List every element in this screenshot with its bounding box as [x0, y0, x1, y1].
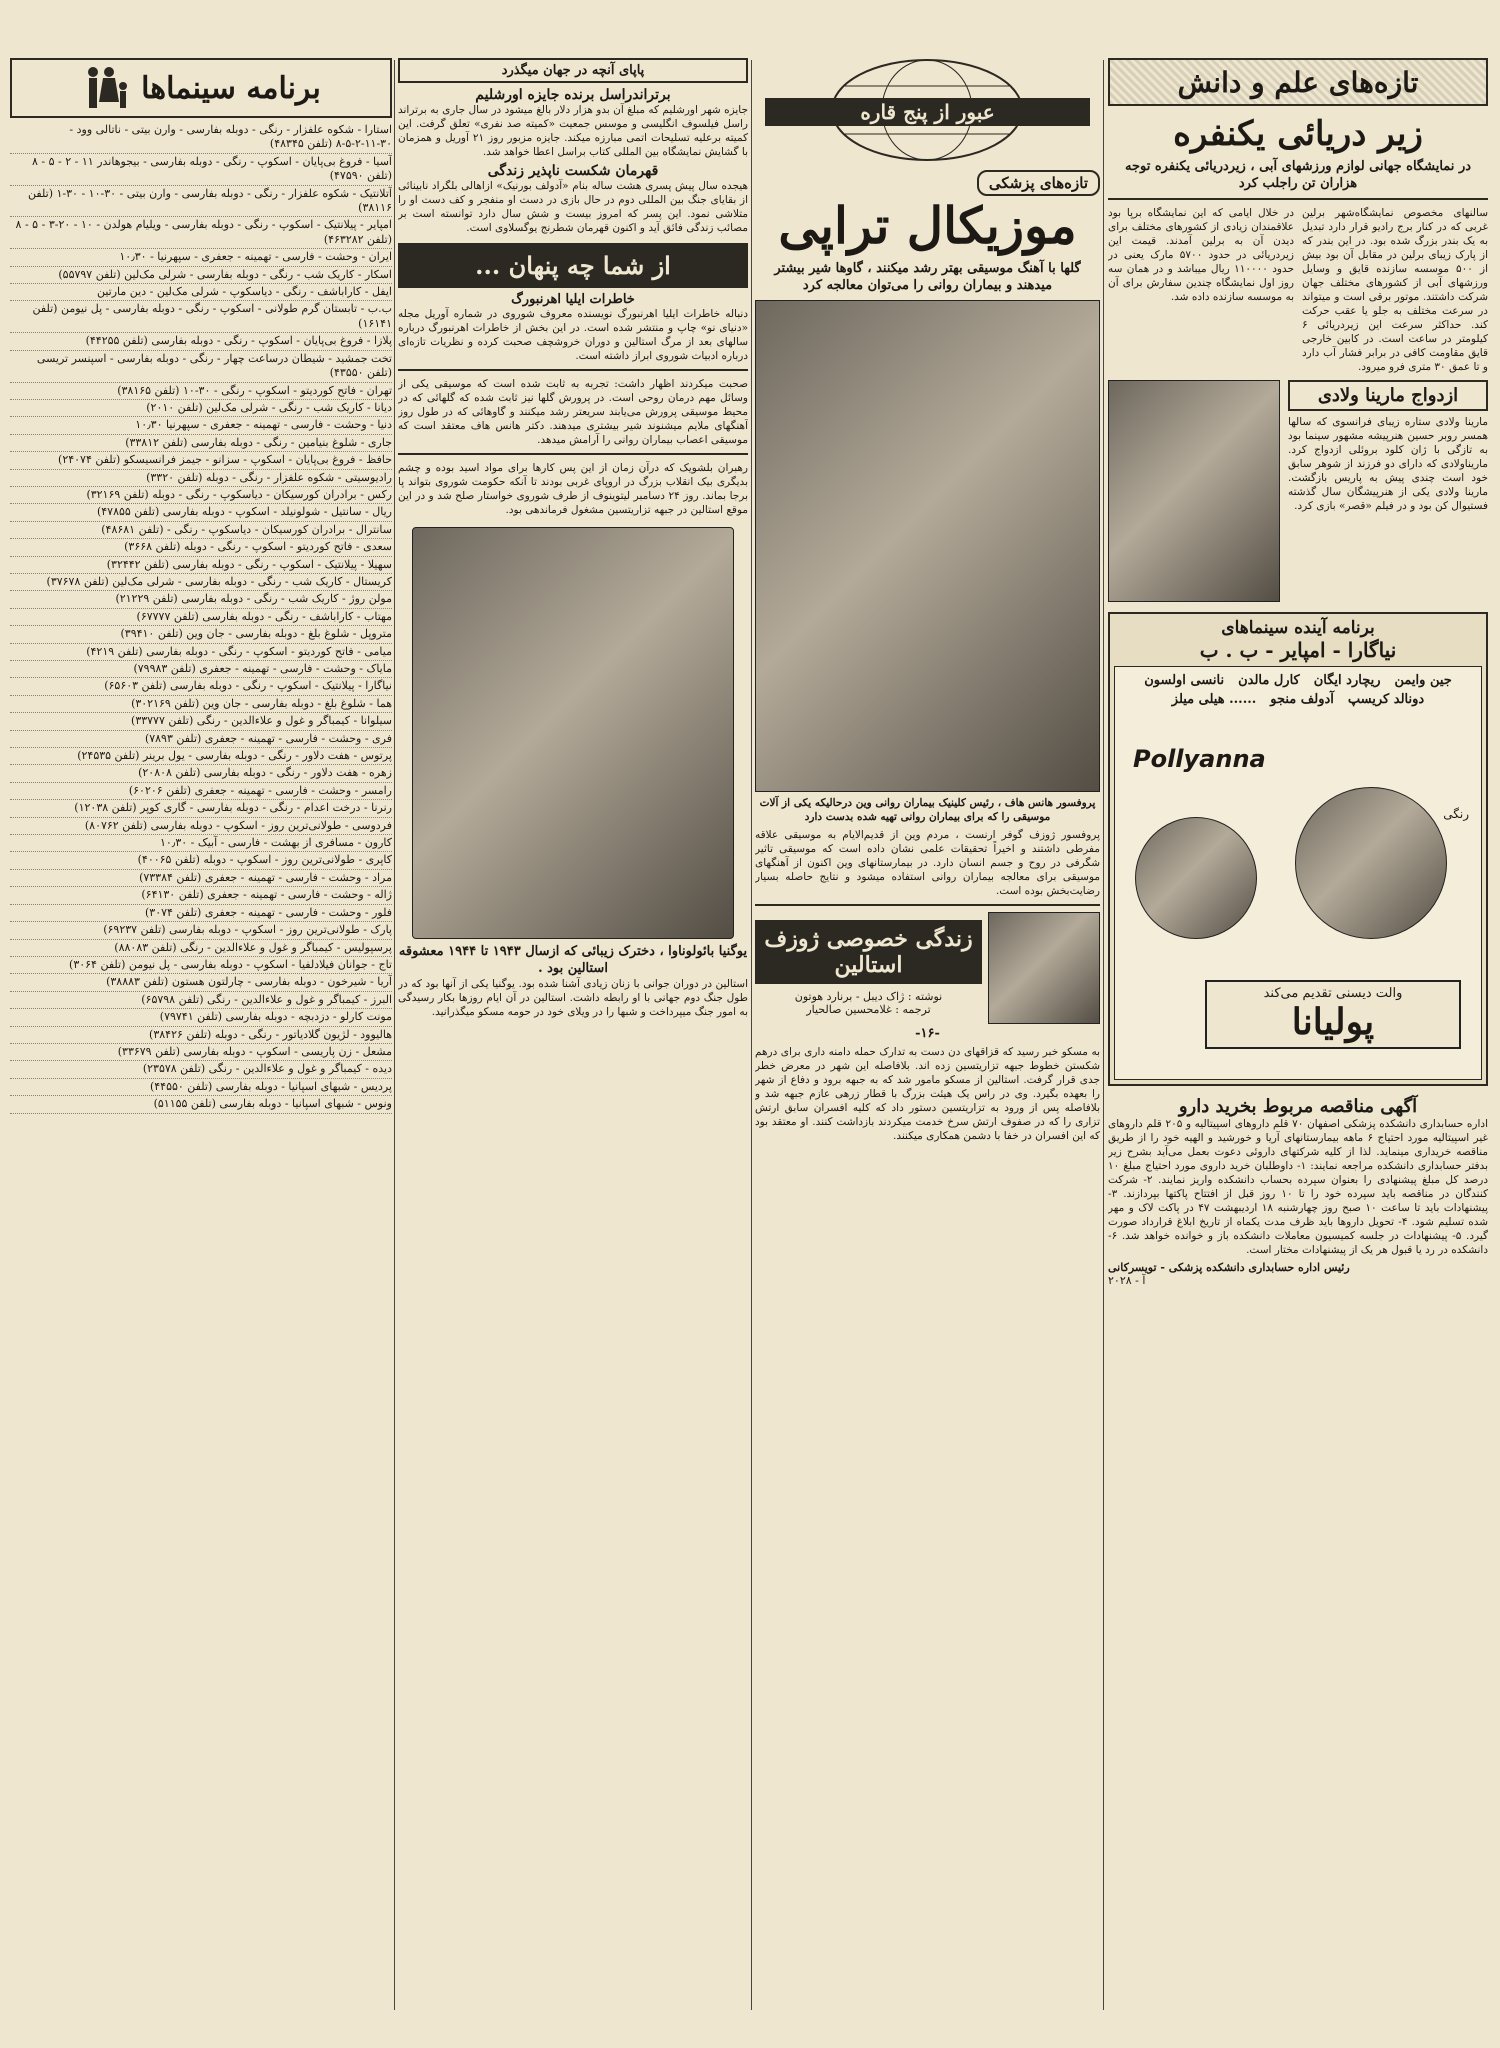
cinema-listing-item: ونوس - شبهای اسپانیا - دوبله بفارسی (تلفن ۵۱۱۵۵) [10, 1096, 392, 1113]
section-title: تازه‌های علم و دانش [1177, 65, 1419, 99]
column-rule [751, 60, 752, 2010]
divider [1108, 198, 1488, 200]
cinema-listing-item: دیانا - کاریک شب - رنگی - شرلی مک‌لین (تلفن ۲۰۱۰) [10, 400, 392, 417]
world-news-title: پاپای آنچه در جهان میگذرد [398, 58, 748, 83]
cinema-listing-item: هما - شلوغ بلغ - دوبله بفارسی - جان وین (تلفن ۳۰۲۱۶۹) [10, 696, 392, 713]
subhead: گلها با آهنگ موسیقی بهتر رشد میکنند ، گاوها شیر بیشتر میدهند و بیماران روانی را می‌توان معالجه کرد [774, 261, 1081, 293]
cinema-listing-item: استارا - شکوه علفزار - رنگی - دوبله بفارسی - وارن بیتی - ناتالی وود - ۳۰-۱۱-۲-۵-۸ (تلفن ۴۸۳۴۵) [10, 122, 392, 154]
headline: زیر دریائی یکنفره [1173, 114, 1423, 154]
cinema-listing-item: آتلانتیک - شکوه علفزار - رنگی - دوبله بفارسی - وارن بیتی - ۳۰-۱۰ - ۳۰-۱ (تلفن ۳۸۱۱۶) [10, 186, 392, 218]
cast-name: آدولف منجو [1270, 692, 1334, 707]
stalin-translator: ترجمه : غلامحسین صالحیار [806, 1003, 931, 1016]
marriage-body: مارینا ولادی ستاره زیبای فرانسوی که سالها همسر روبر حسین هنرپیشه مشهور سینما بود به تازگی با ژان کلود بروئلی ازدواج کرد. ماریناولادی که دارای دو فرزند از شوهر سابق خود است چندی پیش به پاریس بازگشت. مارینا ولادی یکی از هنرپیشگان سال گذشته فستیوال کن بود و در فیلم «قصر» بازی کرد. [1288, 416, 1488, 512]
cinema-listing-item: سیلوانا - کیمباگر و غول و علاءالدین - رنگی (تلفن ۳۳۷۷۷) [10, 713, 392, 730]
stalin-continued-body: رهبران بلشویک که درآن زمان از این پس کارها برای مواد اسید بوده و چشم بدیگری بیک انقلاب بزرگ در اروپای غربی بودند تا آنکه حکومت شوروی بتواند پا برجا بماند. روز ۲۴ دسامبر لیتوینوف از طرف شوروی خواستار صلح شد و در این موقع استالین در جبهه تزاریتسین مشغول فرماندهی بود. [398, 462, 748, 516]
cinema-listing-item: آسیا - فروغ بی‌پایان - اسکوپ - رنگی - دوبله بفارسی - بیجوهاندر ۱۱ - ۲ - ۵ - ۸ (تلفن ۴۷۵۹۰) [10, 154, 392, 186]
hans-hoff-photo [755, 300, 1100, 792]
cinema-listing-item: حافظ - فروغ بی‌پایان - اسکوپ - سزانو - جیمز فرانسیسکو (تلفن ۲۴۰۷۴) [10, 452, 392, 469]
cinema-listing-item: امپایر - پیلانتیک - اسکوپ - رنگی - دوبله بفارسی - ویلیام هولدن - ۱۰ - ۲۰-۳ - ۵ - ۸ (تلفن ۴۶۳۲۸۲) [10, 217, 392, 249]
cast-name: کارل مالدن [1238, 673, 1300, 688]
cast-name: دونالد کریسپ [1347, 692, 1425, 707]
cast-name: ...... هیلی میلز [1171, 692, 1257, 707]
poster-presents: والت دیسنی تقدیم می‌کند [1263, 986, 1403, 1001]
cinema-listing-item: مشعل - زن پاریسی - اسکوپ - دوبله بفارسی (تلفن ۳۳۶۷۹) [10, 1044, 392, 1061]
tender-ad-code: آ - ۲۰۲۸ [1108, 1274, 1146, 1287]
headline: موزیکال تراپی [778, 196, 1077, 255]
ehrenburg-body: دنباله خاطرات ایلیا اهرنبورگ نویسنده معروف شوروی در شماره آوریل مجله «دنیای نو» چاپ و منتشر شده است. در این بخش از خاطرات اهرنبورگ درباره سالهای بعد از مرگ استالین و دوران خروشچف صحبت کرده و نظریات تازه‌ای درباره ادبیات شوروی ابراز داشته است. [398, 308, 748, 362]
cinema-listing-item: پرتوس - هفت دلاور - رنگی - دوبله بفارسی - یول برینر (تلفن ۲۴۵۳۵) [10, 748, 392, 765]
cinema-listings-header [10, 58, 392, 118]
cinema-listing-item: نیاگارا - پیلانتیک - اسکوپ - رنگی - دوبله بفارسی (تلفن ۶۵۶۰۳) [10, 678, 392, 695]
cast-name: ریچارد ایگان [1313, 673, 1381, 688]
banner-title: عبور از پنج قاره [765, 98, 1090, 126]
cinema-listing-item: تاج - جوانان فیلادلفیا - اسکوپ - دوبله بفارسی - پل نیومن (تلفن ۳۰۶۴) [10, 957, 392, 974]
tender-ad-signature: رئیس اداره حسابداری دانشکده پزشکی - تویسرکانی [1108, 1261, 1350, 1274]
cinema-listing-item: پردیس - شبهای اسپانیا - دوبله بفارسی (تلفن ۴۴۵۵۰) [10, 1079, 392, 1096]
article-body: سالنهای مخصوص نمایشگاه‌شهر برلین غربی که در کنار برج رادیو قرار دارد تبدیل به یک بندر بزرگ شده بود. در این بندر که از پارک زیبای برلین در مقابل آن بود بیش از ۵۰۰ موسسه سازنده قایق و وسایل ورزشهای آبی از کشورهای مختلف جهان شرکت داشتند. موتور برقی است و میتواند در سرعت مختلف به جلو یا عقب حرکت کند. حداکثر سرعت این زیردریائی ۶ کیلومتر در ساعت است. در کابین خارجی قایق مقاومت کافی در برابر فشار آب دارد و تا عمق ۳۰ متری فرو میرود. [1302, 207, 1488, 373]
poster-face-illustration [1295, 787, 1447, 939]
cinema-list [10, 122, 392, 1114]
stalin-byline: نوشته : ژاک دیبل - برنارد هوتون [794, 990, 943, 1003]
stalin-continued-body: استالین در دوران جوانی با زنان زیادی آشنا شده بود. یوگنیا یکی از آنها بود که در طول جنگ دوم جهانی با او رابطه داشت. استالین در آن ایام روزها بکار رسیدگی به امور جنگ میپرداخت و شبها را در ویلای خود در حومه مسکو میگذرانید. [398, 978, 748, 1018]
ehrenburg-title: خاطرات ایلیا اهرنبورگ [511, 292, 635, 307]
marriage-title: ازدواج مارینا ولادی [1288, 380, 1488, 411]
chess-title: قهرمان شکست ناپذیر زندگی [487, 163, 659, 179]
cinema-listings-title: برنامه سینماها [141, 70, 321, 106]
cinema-listing-item: مونت کارلو - دزدبچه - دوبله بفارسی (تلفن ۷۹۷۴۱) [10, 1009, 392, 1026]
chess-body: هیجده سال پیش پسری هشت ساله بنام «آدولف بورنیک» ازاهالی بلگراد نابینائی از بقایای جنگ بین المللی دوم در حال بازی در دست او منفجر و کف دست او را متلاشی نمود. این پسر که امروز بیست و شش سال دارد توانسته است بر مصائب زندگی فائق آید و اکنون قهرمان شطرنج یوگسلاوی است. [398, 180, 748, 234]
science-banner [1108, 58, 1488, 106]
cinema-listing-item: زهره - هفت دلاور - رنگی - دوبله بفارسی (تلفن ۲۰۸۰۸) [10, 765, 392, 782]
cinema-listing-item: کارون - مسافری از بهشت - فارسی - آبیک - ۱۰٫۳۰ [10, 835, 392, 852]
science-column [1108, 58, 1488, 2018]
russell-title: برتراندراسل برنده جایزه اورشلیم [475, 87, 671, 103]
cinema-listing-item: جاری - شلوغ بنیامین - رنگی - دوبله بفارسی (تلفن ۳۳۸۱۲) [10, 435, 392, 452]
cinema-listings-column [10, 58, 392, 2018]
divider [755, 904, 1100, 906]
cinema-listing-item: رامسر - وحشت - فارسی - تهمینه - جعفری (تلفن ۶۰۲۰۶) [10, 783, 392, 800]
tender-ad-body: اداره حسابداری دانشکده پزشکی اصفهان ۷۰ قلم داروهای اسپیتالیه و ۲۰۵ قلم داروهای غیر اسپیتالیه مورد احتیاج ۶ ماهه بیمارستانهای آریا و خورشید و الهیه خود را از طریق مناقصه خریداری مینماید. لذا از کلیه شرکتهای داروئی دعوت بعمل می‌آید بشرح زیر بدفتر حسابداری دانشکده مراجعه نمایند: ۱- داوطلبان خرید داروی مورد احتیاج مبلغ ۱۰ درصد کل مبلغ پیشنهادی را بعنوان سپرده بحساب دانشکده واریز نمایند. ۲- شرکت کنندگان در مناقصه باید سپرده خود را تا ۱۰ روز قبل از افتتاح پاکتها بپردازند. ۳- پیشنهادات باید تا ساعت ۱۰ صبح روز چهارشنبه ۱۸ اردیبهشت ۴۷ در پاکت لاک و مهر شده تسلیم شود. ۴- تحویل داروها باید ظرف مدت یکماه از تاریخ ابلاغ قرارداد صورت گیرد. ۵- پیشنهادات در جلسه کمیسیون معاملات دانشکده باز و خوانده خواهد شد. ۶- دانشکده در رد یا قبول هر یک از پیشنهادات مختار است. [1108, 1118, 1488, 1256]
cinema-listing-item: فلور - وحشت - فارسی - تهمینه - جعفری (تلفن ۳۰۷۴) [10, 905, 392, 922]
stalin-article-body: به مسکو خبر رسید که قزاقهای دن دست به تدارک حمله دامنه داری برای درهم شکستن خطوط جبهه تزاریتسین زده اند. بلافاصله این شهر در معرض خطر جدی قرار گرفت. استالین از مسکو مامور شد که به جبهه برود و دفاع از شهر را بعهده بگیرد. وی در راس یک هیئت بزرگ با قطار زرهی عازم جبهه شد و بلافاصله پس از ورود به تزاریتسین دستور داد که کلیه افسران سابق ارتش تزاری را که در صفوف ارتش سرخ خدمت میکردند بازداشت کنند. او معتقد بود که این افسران در خفا با دشمن همکاری میکنند. [755, 1046, 1100, 1142]
cinema-listing-item: ایران - وحشت - فارسی - تهمینه - جعفری - سپهرنیا - ۱۰٫۳۰ [10, 249, 392, 266]
pollyanna-poster [1114, 666, 1482, 1080]
poster-title-fa: پولیانا [1291, 1001, 1375, 1043]
cast-list [1121, 673, 1475, 707]
cast-name: جین وایمن [1394, 673, 1452, 688]
column-rule [1103, 60, 1104, 2010]
poster-title-box [1205, 980, 1461, 1049]
cinema-listing-item: مهتاب - کاراباشف - رنگی - دوبله بفارسی (تلفن ۶۷۷۷۷) [10, 609, 392, 626]
photo-caption: یوگنیا بائولوناوا ، دخترک زیبائی که ازسال ۱۹۴۳ تا ۱۹۴۴ معشوقه استالین بود . [398, 944, 748, 976]
stalin-series-header [755, 912, 1100, 1022]
column-rule [394, 60, 395, 2010]
cinema-listing-item: هالیوود - لژیون گلادیاتور - رنگی - دوبله (تلفن ۳۸۴۲۶) [10, 1027, 392, 1044]
cinema-listing-item: میامی - فاتح کوردیتو - اسکوپ - رنگی - دوبله بفارسی (تلفن ۴۲۱۹) [10, 644, 392, 661]
stalin-series-title: زندگی خصوصی ژوزف استالین [755, 920, 982, 984]
cinema-listing-item: سعدی - فاتح کوردیتو - اسکوپ - رنگی - دوبله (تلفن ۳۶۶۸) [10, 539, 392, 556]
cinema-listing-item: متروپل - شلوغ بلغ - دوبله بفارسی - جان وین (تلفن ۳۹۴۱۰) [10, 626, 392, 643]
cinema-listing-item: ب.ب - تابستان گرم طولانی - اسکوپ - رنگی - دوبله بفارسی - پل نیومن (تلفن ۱۶۱۴۱) [10, 301, 392, 333]
article-body: در خلال ایامی که این نمایشگاه برپا بود علاقمندان زیادی از کشورهای مختلف برای دیدن آن به برلین آمدند. قیمت این زیردریائی در حدود ۵۷۰۰ مارک یعنی در حدود ۱۱۰۰۰۰ ریال میباشد و در همان سه روز اول نمایشگاه چندین سفارش برای آن به موسسه سازنده داده شد. [1108, 207, 1294, 303]
cinema-listing-item: مولن روژ - کاریک شب - رنگی - دوبله بفارسی (تلفن ۲۱۲۲۹) [10, 591, 392, 608]
cinema-listing-item: رادیوسیتی - شکوه علفزار - رنگی - دوبله (تلفن ۳۳۲۰) [10, 470, 392, 487]
article-body: پروفسور ژوزف گوفر ارنست ، مردم وین از قدیم‌الایام به موسیقی علاقه مفرطی داشتند و اخیراً تحقیقات علمی نشان داده است که موسیقی تاثیر شگرفی در روح و جسم انسان دارد. در بیمارستانهای وین اکنون از آهنگهای موسیقی برای معالجه بیماران روانی استفاده میشود و نتایج حاصله بسیار رضایت‌بخش بوده است. [755, 829, 1100, 897]
five-continents-banner [755, 58, 1100, 168]
family-icon [81, 64, 131, 112]
cinema-listing-item: دیده - کیمباگر و غول و علاءالدین - رنگی (تلفن ۲۳۵۷۸) [10, 1061, 392, 1078]
secret-banner: از شما چه پنهان ... [398, 243, 748, 288]
cinema-listing-item: پلازا - فروغ بی‌پایان - اسکوپ - رنگی - دوبله بفارسی (تلفن ۴۴۲۵۵) [10, 333, 392, 350]
medical-tag: تازه‌های پزشکی [977, 170, 1100, 196]
cinema-listing-item: تخت جمشید - شیطان درساعت چهار - رنگی - دوبله بفارسی - اسپنسر تریسی (تلفن ۴۳۵۵۰) [10, 351, 392, 383]
music-therapy-column [755, 58, 1100, 2018]
cinema-listing-item: رکس - برادران کورسیکان - دیاسکوپ - رنگی - دوبله (تلفن ۳۲۱۶۹) [10, 487, 392, 504]
divider [398, 453, 748, 455]
part-number: -۱۶- [915, 1026, 940, 1041]
music-continued-body: صحبت میکردند اظهار داشت: تجربه به ثابت شده است که موسیقی یکی از وسائل مهم درمان روحی است. در پرورش گلها نیز ثابت شده که گلهائی که در محیط موسیقی پرورش می‌یابند سریعتر رشد میکنند و گاوهائی که در طول روز آهنگهای ملایم میشنوند شیر بیشتری میدهند. دکتر هانس هاف معتقد است که موسیقی اعصاب بیماران روانی را آرامش میدهد. [398, 378, 748, 446]
cinema-listing-item: فردوسی - طولانی‌ترین روز - اسکوپ - دوبله بفارسی (تلفن ۸۰۷۶۲) [10, 818, 392, 835]
photo-caption: پروفسور هانس هاف ، رئیس کلینیک بیماران روانی وین درحالیکه یکی از آلات موسیقی را که برای بیماران روانی تهیه شده بدست دارد [759, 797, 1096, 823]
cinema-listing-item: کریستال - کاریک شب - رنگی - دوبله بفارسی - شرلی مک‌لین (تلفن ۳۷۶۷۸) [10, 574, 392, 591]
marina-vlady-photo [1108, 380, 1280, 602]
cinema-listing-item: سانترال - برادران کورسیکان - دیاسکوپ - رنگی - (تلفن ۴۸۶۸۱) [10, 522, 392, 539]
cinema-listing-item: مراد - وحشت - فارسی - تهمینه - جعفری (تلفن ۷۳۳۸۴) [10, 870, 392, 887]
upcoming-cinemas: نیاگارا - امپایر - ب . ب [1199, 638, 1397, 662]
cinema-listing-item: کاپری - طولانی‌ترین روز - اسکوپ - دوبله (تلفن ۴۰۰۶۵) [10, 852, 392, 869]
cinema-listing-item: اسکار - کاریک شب - رنگی - دوبله بفارسی - شرلی مک‌لین (تلفن ۵۵۷۹۷) [10, 267, 392, 284]
world-news-column [398, 58, 748, 2018]
cinema-listing-item: رنرنا - درخت اعدام - رنگی - دوبله بفارسی - گاری کوپر (تلفن ۱۲۰۳۸) [10, 800, 392, 817]
cinema-listing-item: دنیا - وحشت - فارسی - تهمینه - جعفری - سپهرنیا ۱۰٫۳۰ [10, 417, 392, 434]
poster-color-tag: رنگی [1443, 807, 1469, 821]
stalin-portrait-illustration [988, 912, 1100, 1024]
divider [398, 369, 748, 371]
cinema-listing-item: پرسپولیس - کیمباگر و غول و علاءالدین - رنگی (تلفن ۸۸۰۸۳) [10, 940, 392, 957]
cinema-listing-item: سهیلا - پیلانتیک - اسکوپ - رنگی - دوبله بفارسی (تلفن ۳۲۴۴۲) [10, 557, 392, 574]
cinema-listing-item: مایاک - وحشت - فارسی - تهمینه - جعفری (تلفن ۷۹۹۸۳) [10, 661, 392, 678]
cast-name: نانسی اولسون [1144, 673, 1225, 688]
yevgenia-photo [412, 527, 734, 939]
tender-ad-title: آگهی مناقصه مربوط بخرید دارو [1178, 1096, 1418, 1117]
upcoming-title: برنامه آینده سینماهای [1221, 618, 1375, 638]
cinema-listing-item: تهران - فاتح کوردیتو - اسکوپ - رنگی - ۳۰-۱۰ (تلفن ۳۸۱۶۵) [10, 383, 392, 400]
cinema-listing-item: ایفل - کاراباشف - رنگی - دیاسکوپ - شرلی مک‌لین - دین مارتین [10, 284, 392, 301]
russell-body: جایزه شهر اورشلیم که مبلغ آن بدو هزار دلار بالغ میشود در سال جاری به برتراند راسل فیلسوف انگلیسی و موسس جمعیت «کمیته صد نفری» تعلق گرفت. این کمیته برعلیه تسلیحات اتمی مبارزه میکند. جایزه مزبور روز ۲۱ آوریل و همزمان با گشایش نمایشگاه بین المللی کتاب براسل اعطا خواهد شد. [398, 104, 748, 158]
cinema-listing-item: آریا - شیرخون - دوبله بفارسی - چارلتون هستون (تلفن ۳۸۸۸۳) [10, 974, 392, 991]
cinema-listing-item: پارک - طولانی‌ترین روز - اسکوپ - دوبله بفارسی (تلفن ۶۹۲۳۷) [10, 922, 392, 939]
cinema-listing-item: فری - وحشت - فارسی - تهمینه - جعفری (تلفن ۷۸۹۳) [10, 731, 392, 748]
cinema-listing-item: ژاله - وحشت - فارسی - تهمینه - جعفری (تلفن ۶۴۱۳۰) [10, 887, 392, 904]
cinema-listing-item: ریال - سانتیل - شولونیلد - اسکوپ - دوبله بفارسی (تلفن ۴۷۸۵۵) [10, 504, 392, 521]
upcoming-cinema-ad [1108, 612, 1488, 1086]
cinema-listing-item: البرز - کیمباگر و غول و علاءالدین - رنگی (تلفن ۶۵۷۹۸) [10, 992, 392, 1009]
subhead: در نمایشگاه جهانی لوازم ورزشهای آبی ، زیردریائی یکنفره توجه هزاران تن راجلب کرد [1124, 159, 1472, 191]
poster-title-en: Pollyanna [1133, 745, 1266, 773]
poster-face-illustration [1135, 817, 1257, 939]
